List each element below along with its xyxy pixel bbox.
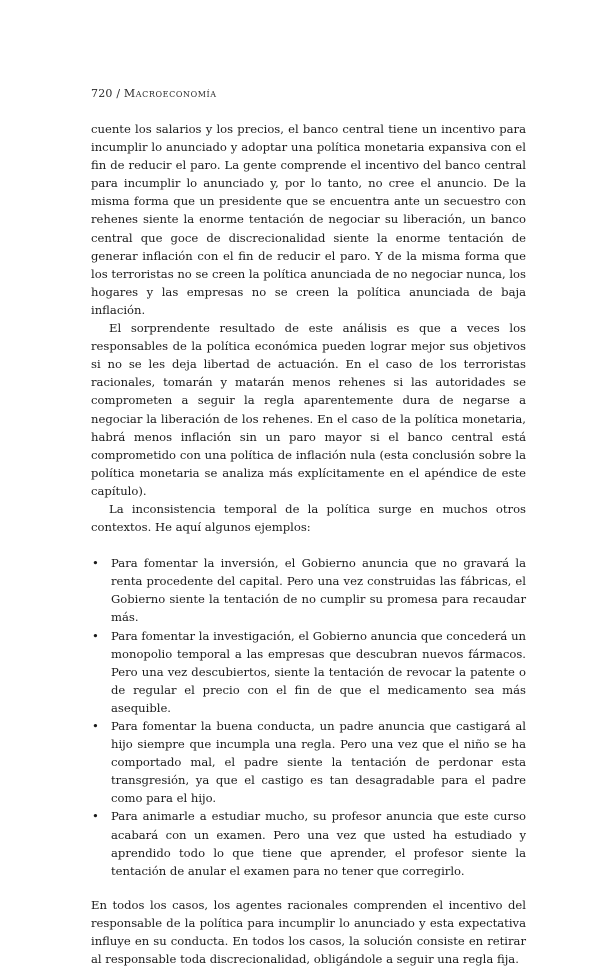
body-text [91, 120, 526, 968]
paragraph-continued: cuente los salarios y los precios, el banco central tiene un incentivo para incumplir lo anunciado y adoptar una política monetaria expansiva con el fin de reducir el paro. La gente comprende el incentivo del banco central para incumplir lo anunciado y, por lo tanto, no cree el anuncio. De la misma forma que un presidente que se encuentra ante un secuestro con rehenes siente la enorme tentación de negociar su liberación, un banco central que goce de discrecionalidad siente la enorme tentación de generar inflación con el fin de reducir el paro. Y de la misma forma que los terroristas no se creen la política anunciada de no negociar nunca, los hogares y las empresas no se creen la política anunciada de baja inflación. [91, 122, 526, 317]
example-parent: Para fomentar la buena conducta, un padre anuncia que castigará al hijo siempre que incumpla una regla. Pero una vez que el niño se ha comportado mal, el padre siente la tentación de perdonar esta transgresión, ya que el castigo es tan desagradable para el padre como para el hijo. [111, 719, 526, 806]
book-title: Macroeconomía [123, 87, 217, 100]
paragraph-examples-intro: La inconsistencia temporal de la política surge en muchos otros contextos. He aquí algunos ejemplos: [91, 501, 526, 535]
bullet-icon: • [92, 556, 99, 571]
bullet-icon: • [92, 628, 99, 643]
example-research: Para fomentar la investigación, el Gobierno anuncia que concederá un monopolio temporal a las empresas que descubran nuevos fármacos. Pero una vez descubiertos, siente la tentación de revocar la patente o de regular el precio con el fin de que el medicamento sea más asequible. [111, 628, 526, 715]
list-item [91, 717, 526, 807]
page-number: 720 [91, 87, 113, 100]
example-professor: Para animarle a estudiar mucho, su profesor anuncia que este curso acabará con un examen. Pero una vez que usted ha estudiado y aprendido todo lo que tiene que aprender, el profesor siente la tentación de anular el examen para no tener que corregirlo. [111, 809, 526, 878]
bullet-icon: • [92, 809, 99, 824]
running-head [91, 87, 217, 100]
bullet-icon: • [92, 719, 99, 733]
list-item [91, 807, 526, 879]
paragraph-analysis-result: El sorprendente resultado de este análisis es que a veces los responsables de la política económica pueden lograr mejor sus objetivos si no se les deja libertad de actuación. En el caso de los terroristas racionales, tomarán y matarán menos rehenes si las autoridades se comprometen a seguir la regla aparentemente dura de negarse a negociar la liberación de los rehenes. En el caso de la política monetaria, habrá menos inflación sin un paro mayor si el banco central está comprometido con una política de inflación nula (esta conclusión sobre la política monetaria se analiza más explícitamente en el apéndice de este capítulo). [91, 321, 526, 498]
list-item [91, 627, 526, 717]
examples-list [91, 554, 526, 880]
paragraph-closing: En todos los casos, los agentes racionales comprenden el incentivo del responsable de la política para incumplir lo anunciado y esta expectativa influye en su conducta. En todos los casos, la solución consiste en retirar al responsable toda discrecionalidad, obligándole a seguir una regla fija. [91, 897, 526, 967]
list-item [91, 554, 526, 626]
running-head-separator: / [116, 87, 121, 100]
example-investment: Para fomentar la inversión, el Gobierno anuncia que no gravará la renta procedente del capital. Pero una vez construidas las fábricas, el Gobierno siente la tentación de no cumplir su promesa para recaudar más. [111, 556, 526, 625]
